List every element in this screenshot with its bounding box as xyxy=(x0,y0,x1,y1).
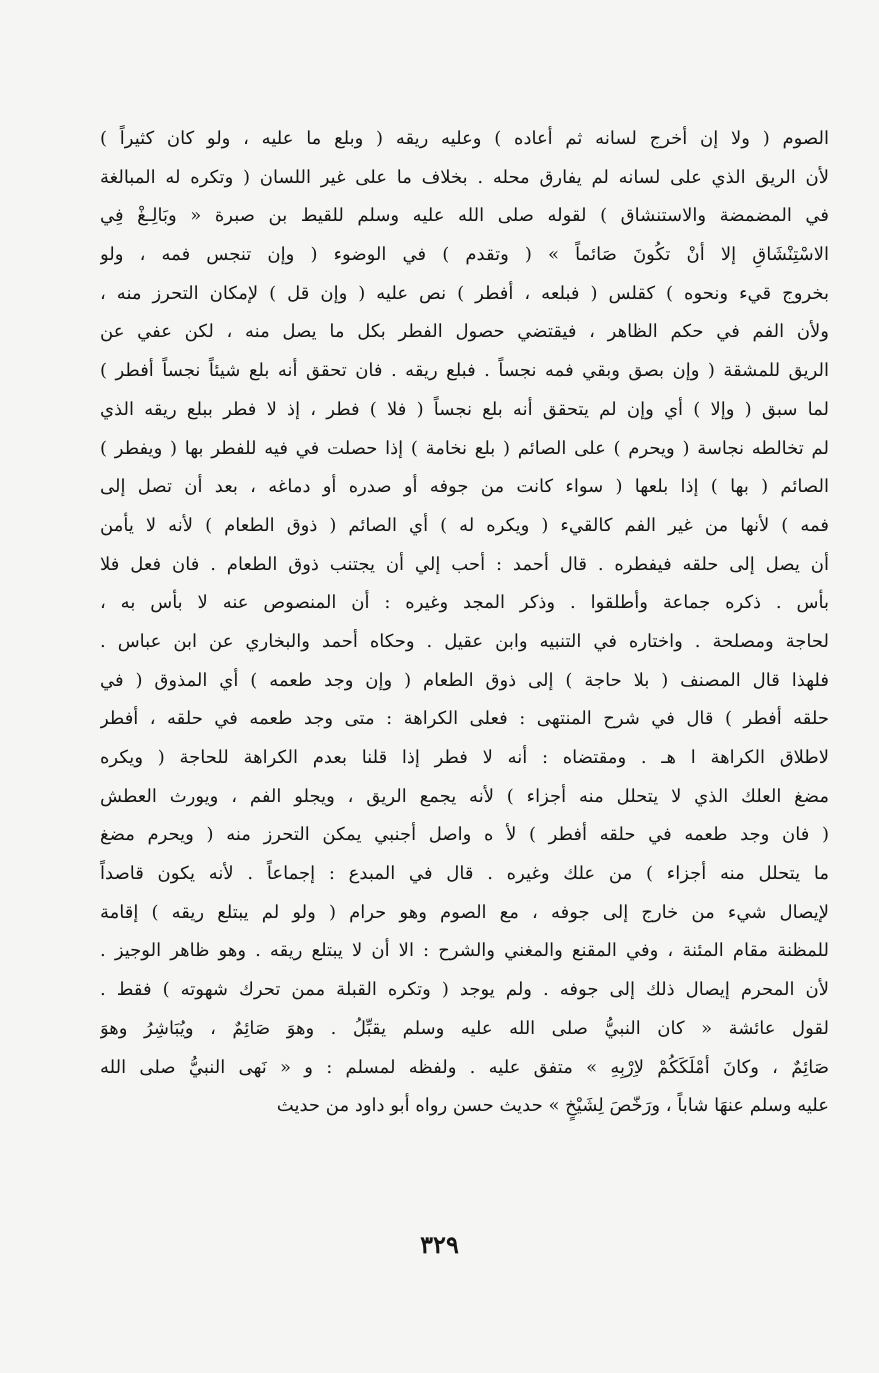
text-line: لأن المحرم إيصال ذلك إلى جوفه . ولم يوجد ( وتكره القبلة ممن تحرك شهوته ) فقط . xyxy=(100,979,829,1001)
body-text xyxy=(100,120,829,1126)
text-line: ولأن الفم في حكم الظاهر ، فيقتضي حصول الفطر بكل ما يصل منه ، لكن عفي عن xyxy=(100,321,829,343)
text-line: لما سبق ( وإلا ) أي وإن لم يتحقق أنه بلع نجساً ( فلا ) فطر ، إذ لا فطر ببلع ريقه الذي xyxy=(100,398,829,420)
text-line: الريق للمشقة ( وإن بصق وبقي فمه نجساً . فبلع ريقه . فان تحقق أنه بلع شيئاً نجساً أفطر ) xyxy=(100,360,829,382)
text-line: لحاجة ومصلحة . واختاره في التنبيه وابن عقيل . وحكاه أحمد والبخاري عن ابن عباس . xyxy=(100,630,829,652)
text-line: لقول عائشة « كان النبيُّ صلى الله عليه وسلم يقبِّلُ . وهوَ صَائِمٌ ، ويُبَاشِرُ وهوَ xyxy=(100,1017,829,1039)
text-line: بأس . ذكره جماعة وأطلقوا . وذكر المجد وغيره : أن المنصوص عنه لا بأس به ، xyxy=(100,592,829,614)
text-line: لاطلاق الكراهة ا هـ . ومقتضاه : أنه لا فطر إذا قلنا بعدم الكراهة للحاجة ( ويكره xyxy=(100,747,829,768)
text-line: صَائِمٌ ، وكانَ أمْلَكَكُمْ لاِرْبِهِ » متفق عليه . ولفظه لمسلم : و « نَهى النبيُّ صلى الله xyxy=(100,1056,829,1078)
text-line: ( فان وجد طعمه في حلقه أفطر ) لأ ه واصل أجنبي يمكن التحرز منه ( ويحرم مضغ xyxy=(100,824,829,846)
text-line: للمظنة مقام المئنة ، وفي المقنع والمغني والشرح : الا أن لا يبتلع ريقه . وهو ظاهر الوجيز . xyxy=(100,940,829,962)
text-line: بخروج قيء ونحوه ) كقلس ( فبلعه ، أفطر ) نص عليه ( وإن قل ) لإمكان التحرز منه ، xyxy=(100,282,829,304)
text-line: أن يصل إلى حلقه فيفطره . قال أحمد : أحب إلي أن يجتنب ذوق الطعام . فان فعل فلا xyxy=(100,553,829,575)
text-line: الاسْتِنْشَاقِ إلا أنْ تكُونَ صَائماً » ( وتقدم ) في الوضوء ( وإن تنجس فمه ، ولو xyxy=(100,244,829,266)
text-line: لأن الريق الذي على لسانه لم يفارق محله . بخلاف ما على غير اللسان ( وتكره له المبالغة xyxy=(100,166,829,188)
text-line: حلقه أفطر ) قال في شرح المنتهى : فعلى الكراهة : متى وجد طعمه في حلقه ، أفطر xyxy=(100,708,829,730)
text-line: مضغ العلك الذي لا يتحلل منه أجزاء ) لأنه يجمع الريق ، ويجلو الفم ، ويورث العطش xyxy=(100,785,829,807)
text-line: فلهذا قال المصنف ( بلا حاجة ) إلى ذوق الطعام ( وإن وجد طعمه ) أي المذوق ( في xyxy=(100,669,829,691)
page-number: ٣٢٩ xyxy=(420,1230,459,1259)
text-line: لإيصال شيء من خارج إلى جوفه ، مع الصوم وهو حرام ( ولو لم يبتلع ريقه ) إقامة xyxy=(100,901,829,923)
text-line: فمه ) لأنها من غير الفم كالقيء ( ويكره له ) أي الصائم ( ذوق الطعام ) لأنه لا يأمن xyxy=(100,514,829,536)
text-line: عليه وسلم عنهَا شاباً ، ورَخّصَ لِشَيْخٍ » حديث حسن رواه أبو داود من حديث xyxy=(276,1095,829,1117)
text-line: ما يتحلل منه أجزاء ) من علك وغيره . قال في المبدع : إجماعاً . لأنه يكون قاصداً xyxy=(100,863,829,885)
text-line: في المضمضة والاستنشاق ) لقوله صلى الله عليه وسلم للقيط بن صبرة « وبَالِـغْ فِي xyxy=(100,205,829,227)
text-line: الصائم ( بها ) إذا بلعها ( سواء كانت من جوفه أو صدره أو دماغه ، بعد أن تصل إلى xyxy=(100,476,829,498)
text-line: الصوم ( ولا إن أخرج لسانه ثم أعاده ) وعليه ريقه ( وبلع ما عليه ، ولو كان كثيراً ) xyxy=(100,128,829,149)
text-line: لم تخالطه نجاسة ( ويحرم ) على الصائم ( بلع نخامة ) إذا حصلت في فيه للفطر بها ( ويفطر ) xyxy=(100,437,829,459)
